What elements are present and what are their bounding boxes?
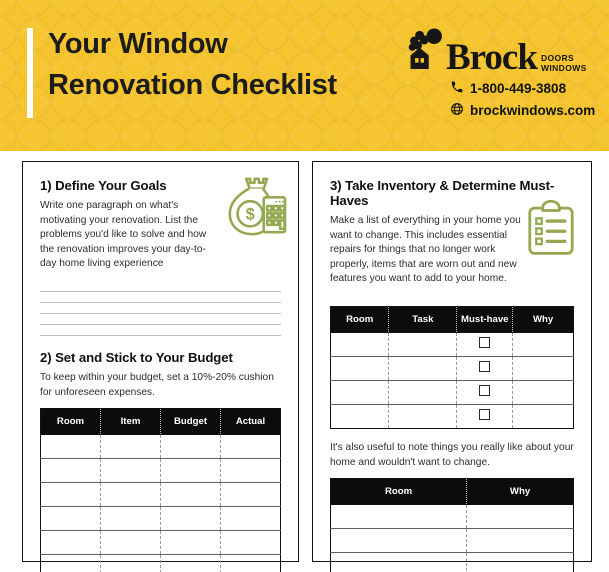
table-cell — [161, 507, 221, 531]
table-cell — [389, 356, 457, 380]
title-line-1: Your Window — [48, 28, 228, 60]
table-cell — [513, 404, 574, 428]
table-cell — [513, 332, 574, 356]
table-row — [331, 332, 574, 356]
keep-table-header-row — [331, 479, 574, 505]
table-cell — [389, 332, 457, 356]
table-cell — [101, 435, 161, 459]
table-row — [41, 435, 281, 459]
keep-col-room: Room — [331, 479, 467, 505]
budget-col-actual: Actual — [221, 409, 281, 435]
clipboard-checklist-icon — [527, 200, 575, 261]
table-cell — [221, 555, 281, 572]
table-cell — [41, 483, 101, 507]
keep-note: It's also useful to note things you really like about your home and wouldn't want to change. — [330, 441, 574, 468]
phone-row[interactable] — [450, 80, 596, 97]
keep-col-why: Why — [467, 479, 574, 505]
title-accent-bar — [27, 28, 33, 118]
table-cell — [41, 555, 101, 572]
budget-table-header-row — [41, 409, 281, 435]
money-bag-calculator-icon — [222, 176, 288, 243]
writing-line — [40, 325, 281, 336]
table-row — [41, 507, 281, 531]
budget-table — [40, 408, 281, 572]
must-have-checkbox[interactable] — [479, 361, 490, 372]
table-row — [331, 529, 574, 553]
brock-logo — [406, 28, 596, 78]
must-have-checkbox[interactable] — [479, 409, 490, 420]
table-cell — [331, 404, 389, 428]
table-row — [331, 356, 574, 380]
brand-tagline-windows: WINDOWS — [540, 62, 587, 73]
svg-text:$: $ — [245, 205, 255, 224]
writing-line — [40, 314, 281, 325]
table-cell — [41, 507, 101, 531]
table-cell — [331, 553, 467, 572]
writing-line — [40, 303, 281, 314]
phone-number[interactable]: 1-800-449-3808 — [470, 81, 567, 96]
table-cell — [389, 380, 457, 404]
table-cell — [41, 531, 101, 555]
inventory-col-why: Why — [513, 306, 574, 332]
table-cell — [221, 459, 281, 483]
website-link[interactable]: brockwindows.com — [470, 103, 596, 118]
brand-block — [406, 28, 596, 119]
inventory-table-header-row — [331, 306, 574, 332]
table-cell — [331, 529, 467, 553]
table-cell — [467, 553, 574, 572]
header-banner — [0, 0, 609, 151]
brand-tagline-doors: DOORS — [540, 53, 575, 63]
tree-house-icon — [406, 28, 446, 75]
table-cell — [331, 380, 389, 404]
phone-icon — [450, 80, 464, 97]
table-row — [331, 553, 574, 572]
section1-body: Write one paragraph on what's motivating your renovation. List the problems you'd like to solve and how the renovation improves your day-to-day home living experience — [40, 200, 207, 270]
table-cell — [101, 483, 161, 507]
globe-icon — [450, 102, 464, 119]
table-cell — [161, 531, 221, 555]
section3-body: Make a list of everything in your home you want to change. This includes essential repairs for things that no longer work properly, items that are worn out and new features you want to add to your home. — [330, 215, 521, 285]
table-row — [41, 531, 281, 555]
must-have-checkbox[interactable] — [479, 385, 490, 396]
table-cell — [221, 531, 281, 555]
writing-lines — [40, 281, 281, 336]
table-cell — [331, 356, 389, 380]
table-cell — [101, 531, 161, 555]
table-cell — [101, 459, 161, 483]
table-cell — [331, 505, 467, 529]
section2-body: To keep within your budget, set a 10%-20% cushion for unforeseen expenses. — [40, 371, 274, 398]
table-cell — [457, 332, 513, 356]
writing-line — [40, 292, 281, 303]
section2-heading: 2) Set and Stick to Your Budget — [40, 349, 233, 365]
table-row — [331, 505, 574, 529]
table-cell — [221, 483, 281, 507]
inventory-table — [330, 306, 574, 429]
table-cell — [457, 404, 513, 428]
section3-heading: 3) Take Inventory & Determine Must-Haves — [330, 178, 555, 208]
table-cell — [331, 332, 389, 356]
writing-line — [40, 281, 281, 292]
budget-col-budget: Budget — [161, 409, 221, 435]
table-cell — [513, 356, 574, 380]
table-row — [41, 483, 281, 507]
inventory-col-task: Task — [389, 306, 457, 332]
budget-col-room: Room — [41, 409, 101, 435]
website-row[interactable] — [450, 102, 596, 119]
inventory-col-room: Room — [331, 306, 389, 332]
table-cell — [467, 529, 574, 553]
must-have-checkbox[interactable] — [479, 337, 490, 348]
brand-name: Brock — [446, 37, 537, 78]
inventory-col-musthave: Must-have — [457, 306, 513, 332]
table-cell — [221, 435, 281, 459]
table-cell — [101, 555, 161, 572]
budget-col-item: Item — [101, 409, 161, 435]
brand-tagline — [541, 54, 587, 75]
table-row — [41, 555, 281, 572]
left-panel — [22, 161, 299, 562]
table-cell — [221, 507, 281, 531]
table-cell — [513, 380, 574, 404]
table-row — [331, 404, 574, 428]
keep-table — [330, 478, 574, 572]
table-cell — [467, 505, 574, 529]
table-cell — [161, 435, 221, 459]
title-line-2: Renovation Checklist — [48, 69, 337, 101]
table-cell — [457, 380, 513, 404]
table-cell — [41, 459, 101, 483]
right-panel — [312, 161, 592, 562]
table-cell — [161, 555, 221, 572]
page-title — [48, 24, 337, 106]
section1-heading: 1) Define Your Goals — [40, 178, 167, 193]
table-cell — [161, 459, 221, 483]
table-row — [331, 380, 574, 404]
table-cell — [457, 356, 513, 380]
table-cell — [389, 404, 457, 428]
table-cell — [41, 435, 101, 459]
table-cell — [101, 507, 161, 531]
table-row — [41, 459, 281, 483]
table-cell — [161, 483, 221, 507]
